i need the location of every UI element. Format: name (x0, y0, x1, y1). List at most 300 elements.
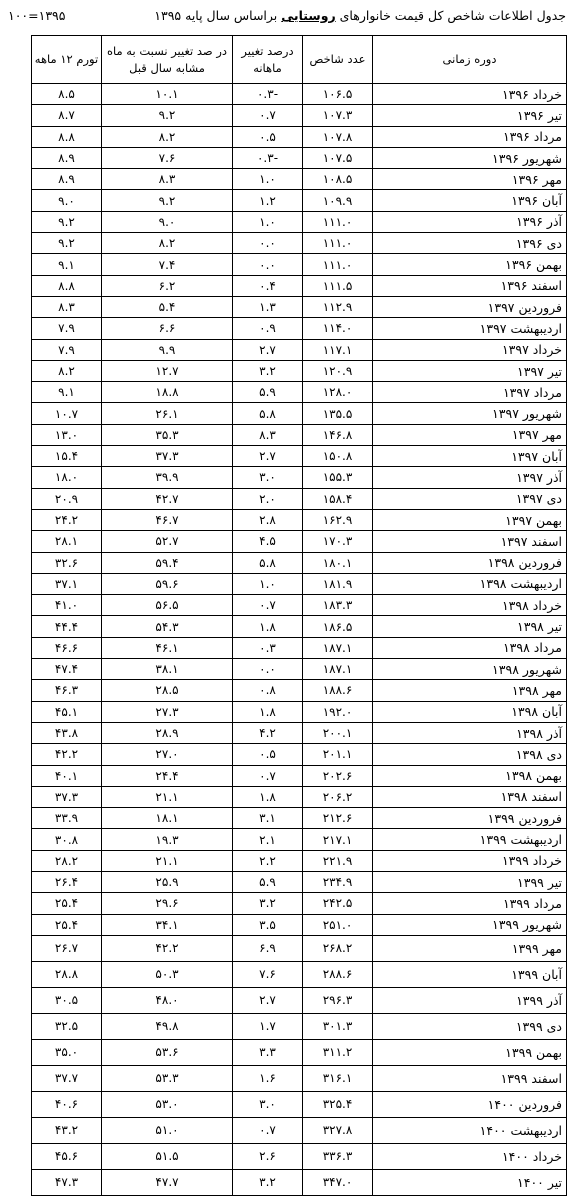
cell-monthly: ۰.۸ (233, 680, 303, 701)
cell-inflation: ۹.۰ (32, 190, 102, 211)
cell-period: آذر ۱۳۹۹ (373, 987, 567, 1013)
cell-yoy: ۲۷.۳ (102, 701, 233, 722)
cell-index: ۳۳۶.۳ (303, 1143, 373, 1169)
cell-monthly: ۱.۸ (233, 701, 303, 722)
cell-monthly: ۱.۸ (233, 786, 303, 807)
table-row (32, 1013, 567, 1039)
table-row (32, 637, 567, 658)
cell-inflation: ۱۰.۷ (32, 403, 102, 424)
cell-period: فروردین ۱۳۹۸ (373, 552, 567, 573)
cell-inflation: ۴۱.۰ (32, 595, 102, 616)
cell-index: ۱۵۵.۳ (303, 467, 373, 488)
cell-period: اردیبهشت ۱۳۹۷ (373, 318, 567, 339)
cell-monthly: ۱.۰ (233, 169, 303, 190)
cell-period: بهمن ۱۳۹۹ (373, 1039, 567, 1065)
cell-yoy: ۲۱.۱ (102, 850, 233, 871)
cell-yoy: ۵۲.۷ (102, 531, 233, 552)
cell-period: مرداد ۱۳۹۷ (373, 382, 567, 403)
cell-index: ۱۵۸.۴ (303, 488, 373, 509)
cell-index: ۲۱۷.۱ (303, 829, 373, 850)
table-row (32, 893, 567, 914)
table-row (32, 233, 567, 254)
cell-inflation: ۲۵.۴ (32, 914, 102, 935)
cell-monthly: ۳.۲ (233, 893, 303, 914)
table-row (32, 961, 567, 987)
cell-period: آبان ۱۳۹۹ (373, 961, 567, 987)
cell-yoy: ۵۶.۵ (102, 595, 233, 616)
cell-period: آذر ۱۳۹۷ (373, 467, 567, 488)
table-row (32, 935, 567, 961)
cell-index: ۲۲۱.۹ (303, 850, 373, 871)
cell-period: تیر ۱۴۰۰ (373, 1169, 567, 1195)
cell-index: ۲۰۲.۶ (303, 765, 373, 786)
table-row (32, 382, 567, 403)
cell-index: ۱۱۱.۰ (303, 254, 373, 275)
cell-monthly: ۶.۹ (233, 935, 303, 961)
cell-period: اسفند ۱۳۹۷ (373, 531, 567, 552)
cell-yoy: ۶.۲ (102, 275, 233, 296)
cell-yoy: ۸.۲ (102, 126, 233, 147)
cell-inflation: ۸.۳ (32, 296, 102, 317)
cell-period: اردیبهشت ۱۳۹۸ (373, 573, 567, 594)
cell-inflation: ۲۵.۴ (32, 893, 102, 914)
cell-period: مرداد ۱۳۹۹ (373, 893, 567, 914)
cell-index: ۳۲۷.۸ (303, 1117, 373, 1143)
cell-index: ۲۰۱.۱ (303, 744, 373, 765)
cell-index: ۱۳۵.۵ (303, 403, 373, 424)
cell-period: خرداد ۱۳۹۷ (373, 339, 567, 360)
cell-period: آبان ۱۳۹۸ (373, 701, 567, 722)
cell-period: شهریور ۱۳۹۸ (373, 659, 567, 680)
header-inflation: تورم ۱۲ ماهه (32, 36, 102, 84)
table-row (32, 616, 567, 637)
cell-period: تیر ۱۳۹۶ (373, 105, 567, 126)
table-row (32, 680, 567, 701)
table-row (32, 808, 567, 829)
header-monthly: درصد تغییر ماهانه (233, 36, 303, 84)
cell-yoy: ۴۸.۰ (102, 987, 233, 1013)
cell-index: ۲۸۸.۶ (303, 961, 373, 987)
cell-monthly: ۱.۲ (233, 190, 303, 211)
cell-inflation: ۲۸.۸ (32, 961, 102, 987)
cell-yoy: ۲۶.۱ (102, 403, 233, 424)
cell-period: شهریور ۱۳۹۹ (373, 914, 567, 935)
cell-period: آذر ۱۳۹۸ (373, 722, 567, 743)
cell-index: ۱۴۶.۸ (303, 424, 373, 445)
cell-index: ۳۰۱.۳ (303, 1013, 373, 1039)
cell-monthly: ۱.۸ (233, 616, 303, 637)
cell-period: فروردین ۱۳۹۹ (373, 808, 567, 829)
cell-yoy: ۱۸.۱ (102, 808, 233, 829)
cell-period: خرداد ۱۳۹۸ (373, 595, 567, 616)
cell-yoy: ۵۳.۰ (102, 1091, 233, 1117)
cell-period: بهمن ۱۳۹۶ (373, 254, 567, 275)
table-row (32, 190, 567, 211)
cell-inflation: ۸.۸ (32, 275, 102, 296)
cell-inflation: ۱۸.۰ (32, 467, 102, 488)
cell-inflation: ۳۷.۱ (32, 573, 102, 594)
cell-inflation: ۲۸.۱ (32, 531, 102, 552)
cell-monthly: ۰.۷ (233, 1117, 303, 1143)
cell-monthly: ۳.۲ (233, 360, 303, 381)
cell-index: ۱۱۲.۹ (303, 296, 373, 317)
cell-inflation: ۹.۲ (32, 233, 102, 254)
header-period: دوره زمانی (373, 36, 567, 84)
cell-inflation: ۴۲.۲ (32, 744, 102, 765)
cell-index: ۱۰۶.۵ (303, 84, 373, 105)
cell-inflation: ۴۰.۶ (32, 1091, 102, 1117)
table-row (32, 339, 567, 360)
cell-yoy: ۲۷.۰ (102, 744, 233, 765)
cell-monthly: ۰.۰ (233, 254, 303, 275)
cell-period: بهمن ۱۳۹۷ (373, 509, 567, 530)
cell-monthly: ۰.۵ (233, 126, 303, 147)
cell-index: ۱۷۰.۳ (303, 531, 373, 552)
cell-monthly: ۰.۵ (233, 744, 303, 765)
cell-yoy: ۲۸.۹ (102, 722, 233, 743)
cell-period: مهر ۱۳۹۶ (373, 169, 567, 190)
cell-index: ۲۶۸.۲ (303, 935, 373, 961)
cell-period: مهر ۱۳۹۸ (373, 680, 567, 701)
table-row (32, 147, 567, 168)
cell-inflation: ۹.۱ (32, 254, 102, 275)
table-row (32, 360, 567, 381)
table-row (32, 488, 567, 509)
cell-yoy: ۴۲.۷ (102, 488, 233, 509)
cell-index: ۱۸۰.۱ (303, 552, 373, 573)
cell-monthly: ۳.۰ (233, 467, 303, 488)
table-row (32, 987, 567, 1013)
cell-yoy: ۸.۲ (102, 233, 233, 254)
title-suffix: براساس سال پایه ۱۳۹۵ (154, 8, 282, 23)
cell-yoy: ۱۸.۸ (102, 382, 233, 403)
cell-index: ۳۱۶.۱ (303, 1065, 373, 1091)
cell-inflation: ۱۵.۴ (32, 446, 102, 467)
cell-yoy: ۳۴.۱ (102, 914, 233, 935)
cell-yoy: ۵۱.۵ (102, 1143, 233, 1169)
cell-inflation: ۴۰.۱ (32, 765, 102, 786)
cell-inflation: ۸.۸ (32, 126, 102, 147)
cell-monthly: -۰.۳ (233, 147, 303, 168)
table-row (32, 105, 567, 126)
cell-inflation: ۴۵.۶ (32, 1143, 102, 1169)
cell-monthly: ۳.۳ (233, 1039, 303, 1065)
cell-period: تیر ۱۳۹۸ (373, 616, 567, 637)
table-title (154, 8, 566, 23)
cell-inflation: ۳۲.۶ (32, 552, 102, 573)
table-row (32, 275, 567, 296)
cell-monthly: ۱.۶ (233, 1065, 303, 1091)
table-row (32, 1143, 567, 1169)
cell-inflation: ۲۸.۲ (32, 850, 102, 871)
cell-monthly: ۰.۰ (233, 233, 303, 254)
table-row (32, 850, 567, 871)
cell-inflation: ۸.۹ (32, 169, 102, 190)
table-row (32, 786, 567, 807)
table-row (32, 1117, 567, 1143)
cell-inflation: ۴۴.۴ (32, 616, 102, 637)
cell-yoy: ۲۸.۵ (102, 680, 233, 701)
cell-inflation: ۳۵.۰ (32, 1039, 102, 1065)
cell-inflation: ۴۳.۲ (32, 1117, 102, 1143)
cell-index: ۲۰۶.۲ (303, 786, 373, 807)
cell-yoy: ۴۹.۸ (102, 1013, 233, 1039)
cell-monthly: ۰.۴ (233, 275, 303, 296)
cell-index: ۲۱۲.۶ (303, 808, 373, 829)
cell-inflation: ۴۵.۱ (32, 701, 102, 722)
cell-inflation: ۲۶.۴ (32, 871, 102, 892)
cell-monthly: ۷.۶ (233, 961, 303, 987)
table-row (32, 509, 567, 530)
cell-monthly: ۵.۸ (233, 403, 303, 424)
cell-monthly: ۰.۰ (233, 659, 303, 680)
cell-yoy: ۴۷.۷ (102, 1169, 233, 1195)
cell-yoy: ۱۲.۷ (102, 360, 233, 381)
cell-inflation: ۹.۲ (32, 211, 102, 232)
cell-inflation: ۳۲.۵ (32, 1013, 102, 1039)
cell-inflation: ۲۰.۹ (32, 488, 102, 509)
index-table (31, 35, 567, 1196)
cell-period: خرداد ۱۳۹۹ (373, 850, 567, 871)
cell-index: ۱۲۰.۹ (303, 360, 373, 381)
table-row (32, 829, 567, 850)
cell-index: ۱۰۸.۵ (303, 169, 373, 190)
cell-monthly: ۱.۳ (233, 296, 303, 317)
title-prefix: جدول اطلاعات شاخص کل قیمت خانوارهای (335, 8, 566, 23)
cell-monthly: ۴.۲ (233, 722, 303, 743)
cell-yoy: ۷.۶ (102, 147, 233, 168)
cell-period: بهمن ۱۳۹۸ (373, 765, 567, 786)
table-row (32, 744, 567, 765)
table-row (32, 467, 567, 488)
cell-monthly: ۲.۰ (233, 488, 303, 509)
cell-inflation: ۹.۱ (32, 382, 102, 403)
cell-index: ۱۰۷.۳ (303, 105, 373, 126)
cell-yoy: ۵۹.۶ (102, 573, 233, 594)
cell-yoy: ۳۵.۳ (102, 424, 233, 445)
cell-index: ۱۶۲.۹ (303, 509, 373, 530)
cell-index: ۳۱۱.۲ (303, 1039, 373, 1065)
cell-index: ۱۹۲.۰ (303, 701, 373, 722)
cell-monthly: ۳.۰ (233, 1091, 303, 1117)
table-row (32, 211, 567, 232)
cell-index: ۲۳۴.۹ (303, 871, 373, 892)
cell-inflation: ۸.۹ (32, 147, 102, 168)
cell-yoy: ۱۰.۱ (102, 84, 233, 105)
cell-index: ۱۸۳.۳ (303, 595, 373, 616)
cell-period: مهر ۱۳۹۷ (373, 424, 567, 445)
cell-index: ۱۱۴.۰ (303, 318, 373, 339)
cell-yoy: ۴۲.۲ (102, 935, 233, 961)
cell-yoy: ۴۶.۷ (102, 509, 233, 530)
cell-period: دی ۱۳۹۷ (373, 488, 567, 509)
cell-period: فروردین ۱۳۹۷ (373, 296, 567, 317)
title-underlined: روستایی (281, 8, 336, 23)
cell-index: ۱۱۱.۰ (303, 211, 373, 232)
cell-inflation: ۸.۵ (32, 84, 102, 105)
cell-index: ۲۰۰.۱ (303, 722, 373, 743)
table-row (32, 126, 567, 147)
cell-period: شهریور ۱۳۹۶ (373, 147, 567, 168)
table-row (32, 318, 567, 339)
cell-inflation: ۳۷.۳ (32, 786, 102, 807)
cell-yoy: ۲۵.۹ (102, 871, 233, 892)
table-row (32, 1065, 567, 1091)
cell-yoy: ۵۰.۳ (102, 961, 233, 987)
table-row (32, 765, 567, 786)
cell-inflation: ۳۰.۸ (32, 829, 102, 850)
cell-yoy: ۵۴.۳ (102, 616, 233, 637)
cell-index: ۱۰۹.۹ (303, 190, 373, 211)
cell-yoy: ۵۹.۴ (102, 552, 233, 573)
cell-monthly: ۸.۳ (233, 424, 303, 445)
table-row (32, 1039, 567, 1065)
cell-monthly: ۵.۸ (233, 552, 303, 573)
header-index: عدد شاخص (303, 36, 373, 84)
cell-yoy: ۳۹.۹ (102, 467, 233, 488)
cell-monthly: ۲.۷ (233, 446, 303, 467)
cell-period: مهر ۱۳۹۹ (373, 935, 567, 961)
cell-monthly: ۰.۷ (233, 595, 303, 616)
cell-index: ۱۰۷.۵ (303, 147, 373, 168)
cell-yoy: ۶.۶ (102, 318, 233, 339)
table-row (32, 446, 567, 467)
cell-period: اردیبهشت ۱۴۰۰ (373, 1117, 567, 1143)
cell-inflation: ۷.۹ (32, 339, 102, 360)
cell-yoy: ۹.۲ (102, 190, 233, 211)
cell-period: اردیبهشت ۱۳۹۹ (373, 829, 567, 850)
table-row (32, 573, 567, 594)
table-row (32, 84, 567, 105)
cell-index: ۲۴۲.۵ (303, 893, 373, 914)
base-year-label: ۱۰۰=۱۳۹۵ (8, 8, 66, 23)
cell-period: تیر ۱۳۹۷ (373, 360, 567, 381)
cell-index: ۱۸۷.۱ (303, 637, 373, 658)
table-row (32, 552, 567, 573)
cell-period: دی ۱۳۹۶ (373, 233, 567, 254)
cell-inflation: ۳۷.۷ (32, 1065, 102, 1091)
cell-monthly: ۲.۶ (233, 1143, 303, 1169)
cell-inflation: ۴۳.۸ (32, 722, 102, 743)
cell-monthly: ۵.۹ (233, 382, 303, 403)
cell-monthly: ۲.۷ (233, 987, 303, 1013)
cell-index: ۱۸۱.۹ (303, 573, 373, 594)
cell-index: ۱۱۱.۰ (303, 233, 373, 254)
cell-inflation: ۳۳.۹ (32, 808, 102, 829)
cell-monthly: ۳.۲ (233, 1169, 303, 1195)
header-yoy: در صد تغییر نسبت به ماه مشابه سال قبل (102, 36, 233, 84)
cell-monthly: ۲.۸ (233, 509, 303, 530)
cell-period: آبان ۱۳۹۷ (373, 446, 567, 467)
cell-inflation: ۲۶.۷ (32, 935, 102, 961)
cell-monthly: ۲.۱ (233, 829, 303, 850)
cell-monthly: ۴.۵ (233, 531, 303, 552)
cell-inflation: ۷.۹ (32, 318, 102, 339)
cell-period: اسفند ۱۳۹۸ (373, 786, 567, 807)
cell-inflation: ۴۷.۳ (32, 1169, 102, 1195)
cell-monthly: ۰.۷ (233, 765, 303, 786)
cell-yoy: ۵۳.۶ (102, 1039, 233, 1065)
cell-period: مرداد ۱۳۹۸ (373, 637, 567, 658)
cell-yoy: ۹.۰ (102, 211, 233, 232)
cell-monthly: ۰.۷ (233, 105, 303, 126)
cell-monthly: ۲.۲ (233, 850, 303, 871)
cell-inflation: ۱۳.۰ (32, 424, 102, 445)
cell-yoy: ۳۷.۳ (102, 446, 233, 467)
cell-period: آبان ۱۳۹۶ (373, 190, 567, 211)
cell-index: ۱۰۷.۸ (303, 126, 373, 147)
cell-index: ۱۸۶.۵ (303, 616, 373, 637)
cell-inflation: ۴۷.۴ (32, 659, 102, 680)
cell-monthly: ۱.۰ (233, 211, 303, 232)
cell-index: ۱۸۸.۶ (303, 680, 373, 701)
cell-yoy: ۲۹.۶ (102, 893, 233, 914)
cell-yoy: ۲۱.۱ (102, 786, 233, 807)
table-row (32, 871, 567, 892)
table-row (32, 914, 567, 935)
cell-period: تیر ۱۳۹۹ (373, 871, 567, 892)
cell-period: دی ۱۳۹۸ (373, 744, 567, 765)
cell-monthly: -۰.۳ (233, 84, 303, 105)
cell-period: خرداد ۱۳۹۶ (373, 84, 567, 105)
cell-period: دی ۱۳۹۹ (373, 1013, 567, 1039)
cell-period: اسفند ۱۳۹۹ (373, 1065, 567, 1091)
cell-yoy: ۳۸.۱ (102, 659, 233, 680)
table-row (32, 1169, 567, 1195)
cell-period: فروردین ۱۴۰۰ (373, 1091, 567, 1117)
cell-yoy: ۲۴.۴ (102, 765, 233, 786)
cell-yoy: ۸.۳ (102, 169, 233, 190)
table-row (32, 169, 567, 190)
cell-period: خرداد ۱۴۰۰ (373, 1143, 567, 1169)
cell-monthly: ۰.۳ (233, 637, 303, 658)
title-row (8, 8, 566, 28)
cell-period: مرداد ۱۳۹۶ (373, 126, 567, 147)
table-row (32, 424, 567, 445)
header-row (32, 36, 567, 84)
table-row (32, 531, 567, 552)
cell-yoy: ۴۶.۱ (102, 637, 233, 658)
cell-index: ۳۲۵.۴ (303, 1091, 373, 1117)
cell-inflation: ۳۰.۵ (32, 987, 102, 1013)
cell-inflation: ۴۶.۶ (32, 637, 102, 658)
cell-inflation: ۸.۲ (32, 360, 102, 381)
cell-yoy: ۵۱.۰ (102, 1117, 233, 1143)
table-row (32, 659, 567, 680)
table-row (32, 403, 567, 424)
cell-period: اسفند ۱۳۹۶ (373, 275, 567, 296)
table-row (32, 595, 567, 616)
table-row (32, 722, 567, 743)
table-row (32, 254, 567, 275)
cell-index: ۱۱۷.۱ (303, 339, 373, 360)
cell-monthly: ۱.۰ (233, 573, 303, 594)
cell-index: ۱۲۸.۰ (303, 382, 373, 403)
table-row (32, 701, 567, 722)
cell-index: ۱۵۰.۸ (303, 446, 373, 467)
cell-inflation: ۸.۷ (32, 105, 102, 126)
cell-inflation: ۴۶.۳ (32, 680, 102, 701)
table-body (32, 84, 567, 1196)
cell-period: آذر ۱۳۹۶ (373, 211, 567, 232)
table-row (32, 296, 567, 317)
cell-yoy: ۷.۴ (102, 254, 233, 275)
cell-monthly: ۳.۵ (233, 914, 303, 935)
cell-period: شهریور ۱۳۹۷ (373, 403, 567, 424)
cell-inflation: ۲۴.۲ (32, 509, 102, 530)
cell-index: ۲۹۶.۳ (303, 987, 373, 1013)
cell-index: ۳۴۷.۰ (303, 1169, 373, 1195)
